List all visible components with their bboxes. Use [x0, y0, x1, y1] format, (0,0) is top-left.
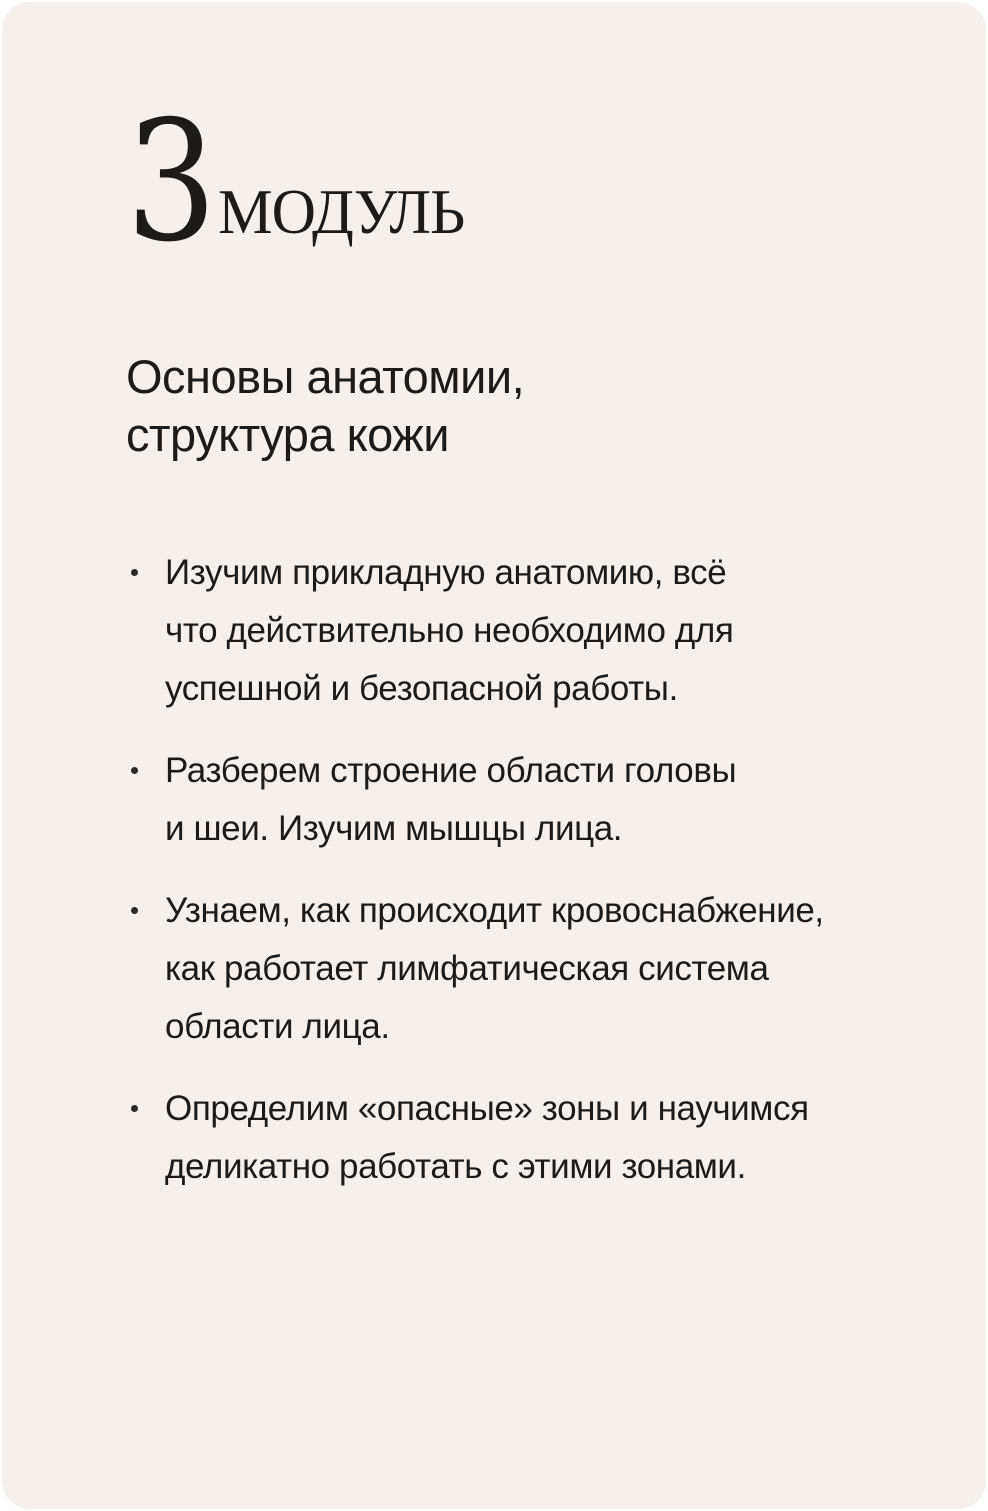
topic-line: и шеи. Изучим мышцы лица. [165, 809, 623, 848]
topic-list-item [126, 742, 946, 858]
module-title [126, 348, 524, 464]
bullet-icon [131, 1105, 138, 1112]
topic-line: Изучим прикладную анатомию, всё [165, 553, 727, 592]
topic-line: Разберем строение области головы [165, 751, 737, 790]
topic-line: успешной и безопасной работы. [165, 669, 678, 708]
topic-line: что действительно необходимо для [165, 611, 734, 650]
topic-list [126, 544, 946, 1220]
topic-list-item [126, 882, 946, 1056]
module-title-line: Основы анатомии, [126, 350, 525, 403]
bullet-icon [131, 569, 138, 576]
topic-line: Узнаем, как происходит кровоснабжение, [165, 891, 824, 930]
topic-line: как работает лимфатическая система [165, 949, 769, 988]
topic-list-item [126, 1080, 946, 1196]
bullet-icon [131, 767, 138, 774]
topic-line: Определим «опасные» зоны и научимся [165, 1089, 809, 1128]
module-title-line: структура кожи [126, 408, 449, 461]
module-card [2, 2, 986, 1509]
module-number: 3 [126, 86, 214, 279]
bullet-icon [131, 907, 138, 914]
module-label: МОДУЛЬ [217, 176, 464, 247]
topic-list-item [126, 544, 946, 718]
topic-line: деликатно работать с этими зонами. [165, 1147, 746, 1186]
topic-line: области лица. [165, 1007, 390, 1046]
module-heading [126, 86, 474, 279]
